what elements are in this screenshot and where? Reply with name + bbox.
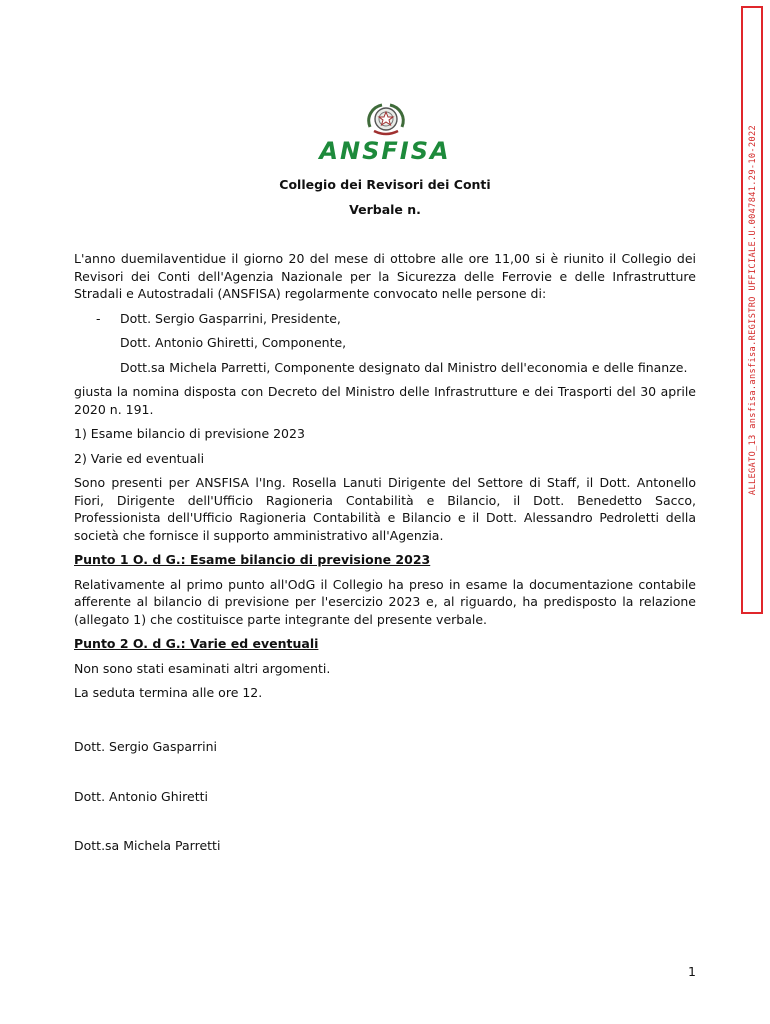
list-item <box>74 359 696 377</box>
protocol-stamp <box>741 6 763 614</box>
document-body <box>74 250 696 709</box>
agenda-item: 2) Varie ed eventuali <box>74 450 205 466</box>
signature-block <box>74 738 696 887</box>
point-1-title: Punto 1 O. d G.: Esame bilancio di previsione 2023 <box>74 552 431 567</box>
protocol-stamp-text: ALLEGATO_13 ansfisa.ansfisa.REGISTRO UFFICIALE.U.0047841.29-10-2022 <box>748 124 758 496</box>
closing-paragraph: La seduta termina alle ore 12. <box>74 685 263 700</box>
list-marker: - <box>96 310 101 326</box>
ansfisa-logo: ANSFISA <box>319 137 451 165</box>
document-subtitle: Verbale n. <box>349 202 421 217</box>
member-name: Dott. Sergio Gasparrini, Presidente, <box>120 310 341 326</box>
member-name: Dott. Antonio Ghiretti, Componente, <box>120 335 347 350</box>
italian-republic-emblem-icon <box>364 103 408 139</box>
nomination-paragraph: giusta la nomina disposta con Decreto del Ministro delle Infrastrutture e dei Trasporti del 30 aprile 2020 n. 191. <box>74 384 696 417</box>
attendees-paragraph: Sono presenti per ANSFISA l'Ing. Rosella Lanuti Dirigente del Settore di Staff, il Dott. Antonello Fiori, Dirigente dell'Ufficio Ragioneria Contabilità e Bilancio, il Dott. Benedetto Sacco, Professionista dell'Ufficio Ragioneria Contabilità e Bilancio e il Dott. Alessandro Pedroletti della società che fornisce il supporto amministrativo all'Agenzia. <box>74 475 696 543</box>
signature-name: Dott. Sergio Gasparrini <box>74 739 217 754</box>
document-title: Collegio dei Revisori dei Conti <box>279 177 491 192</box>
members-list <box>74 310 696 377</box>
signature-name: Dott. Antonio Ghiretti <box>74 788 208 804</box>
list-item <box>74 334 696 352</box>
list-item <box>74 310 696 328</box>
point-1-text: Relativamente al primo punto all'OdG il Collegio ha preso in esame la documentazione contabile afferente al bilancio di previsione per l'esercizio 2023 e, al riguardo, ha predisposto la relazione (allegato 1) che costituisce parte integrante del presente verbale. <box>74 576 696 627</box>
point-2-title: Punto 2 O. d G.: Varie ed eventuali <box>74 636 319 651</box>
page-number: 1 <box>688 964 696 979</box>
signature-name: Dott.sa Michela Parretti <box>74 838 221 853</box>
agenda-item: 1) Esame bilancio di previsione 2023 <box>74 426 305 441</box>
intro-paragraph: L'anno duemilaventidue il giorno 20 del mese di ottobre alle ore 11,00 si è riunito il Collegio dei Revisori dei Conti dell'Agenzia Nazionale per la Sicurezza delle Ferrovie e delle Infrastrutture Stradali e Autostradali (ANSFISA) regolarmente convocato nelle persone di: <box>74 251 696 301</box>
member-name: Dott.sa Michela Parretti, Componente designato dal Ministro dell'economia e delle finanze. <box>120 359 688 375</box>
point-2-text: Non sono stati esaminati altri argomenti. <box>74 660 331 676</box>
